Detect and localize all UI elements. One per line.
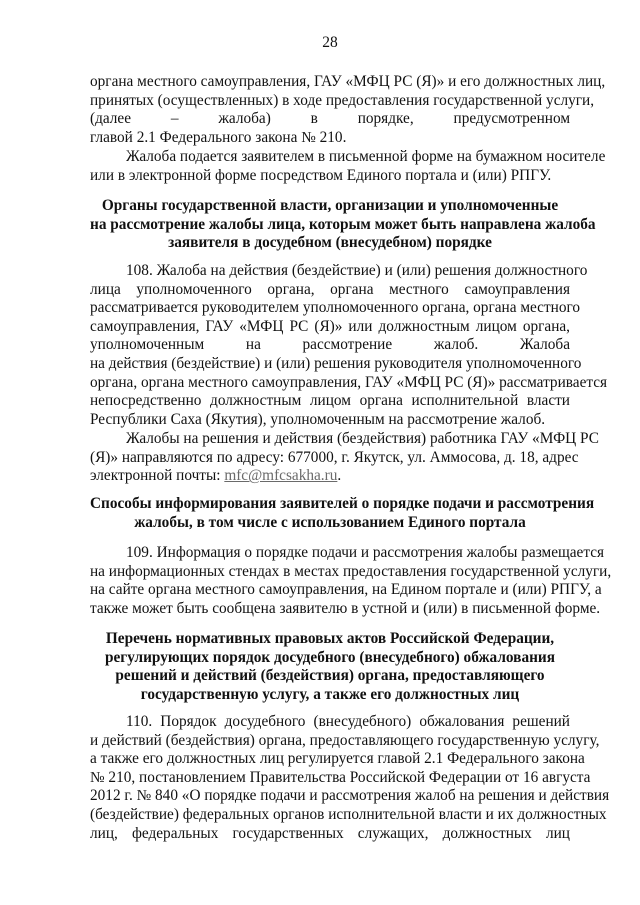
heading-line: заявителя в досудебном (внесудебном) порядке [168,234,492,252]
heading-line: на рассмотрение жалобы лица, которым может быть направлена жалоба [90,215,596,233]
text-line: органа, органа местного самоуправления, ГАУ «МФЦ РС (Я)» рассматривается [90,373,608,391]
text-line: рассматривается руководителем уполномоченного органа, органа местного [90,299,581,317]
text-line: также может быть сообщена заявителю в устной и (или) в письменной форме. [90,599,601,617]
text-line: (бездействие) федеральных органов исполнительной власти и их должностных [90,805,607,823]
text-line: 109. Информация о порядке подачи и рассмотрения жалобы размещается [126,544,605,561]
text-line: или в электронной форме посредством Единого портала и (или) РПГУ. [90,166,552,184]
text-line: самоуправления, ГАУ «МФЦ РС (Я)» или должностным лицом органа, [90,317,570,335]
punctuation: . [337,467,342,485]
text-line: (далее – жалоба) в порядке, предусмотренном [90,110,570,128]
text-line: лица уполномоченного органа, органа местного самоуправления [90,280,570,298]
text-line: Жалоба подается заявителем в письменной форме на бумажном носителе [126,148,606,165]
text-line: Жалобы на решения и действия (бездействия) работника ГАУ «МФЦ РС [126,430,599,447]
continuation-paragraph [90,73,606,147]
section-heading-informing [90,495,595,532]
text-line: 108. Жалоба на действия (бездействие) и (или) решения должностного [126,262,588,279]
heading-line: Перечень нормативных правовых актов Российской Федерации, [105,630,555,647]
heading-line: Органы государственной власти, организации и уполномоченные [101,197,559,214]
text-line: уполномоченным на рассмотрение жалоб. Жалоба [90,336,570,354]
text-line: а также его должностных лиц регулируется главой 2.1 Федерального закона [90,750,585,768]
text-line: на сайте органа местного самоуправления, на Едином портале и (или) РПГУ, а [90,581,602,599]
text-line: Республики Саха (Якутия), уполномоченным на рассмотрение жалоб. [90,410,546,428]
text-line: (Я)» направляются по адресу: 677000, г. Якутск, ул. Аммосова, д. 18, адрес [90,448,579,466]
complaint-form-paragraph [90,148,606,185]
paragraph-110 [90,713,610,843]
text-line: № 210, постановлением Правительства Российской Федерации от 16 августа [90,768,591,786]
section-heading-authorities [90,197,596,253]
text-line [90,467,570,486]
text-line: лиц, федеральных государственных служащих, должностных лиц [90,824,570,842]
heading-line: государственную услугу, а также его должностных лиц [140,685,520,703]
email-link[interactable]: mfc@mfcsakha.ru [224,467,338,485]
heading-line: решений и действий (бездействия) органа, предоставляющего [115,667,545,685]
paragraph-109 [90,544,612,618]
text-line: на информационных стендах в местах предоставления государственной услуги, [90,562,612,580]
text-line: принятых (осуществленных) в ходе предоставления государственной услуги, [90,91,595,109]
text-line: на действия (бездействие) и (или) решения руководителя уполномоченного [90,354,582,372]
text-line: 110. Порядок досудебного (внесудебного) обжалования решений [126,713,570,730]
text-line: непосредственно должностным лицом органа исполнительной власти [90,392,570,410]
email-label: электронной почты: [90,467,225,485]
heading-line: регулирующих порядок досудебного (внесудебного) обжалования [105,648,555,666]
mfc-complaints-paragraph [90,430,599,486]
text-line: 2012 г. № 840 «О порядке подачи и рассмотрения жалоб на решения и действия [90,787,610,805]
page-number: 28 [322,34,338,51]
paragraph-108 [90,262,608,429]
text-line: и действий (бездействия) органа, предоставляющего государственную услугу, [90,731,600,749]
text-line: органа местного самоуправления, ГАУ «МФЦ РС (Я)» и его должностных лиц, [90,73,606,90]
heading-line: Способы информирования заявителей о порядке подачи и рассмотрения [90,495,595,512]
text-line: главой 2.1 Федерального закона № 210. [90,128,347,146]
section-heading-legal-acts [90,630,570,704]
heading-line: жалобы, в том числе с использованием Единого портала [134,513,526,531]
